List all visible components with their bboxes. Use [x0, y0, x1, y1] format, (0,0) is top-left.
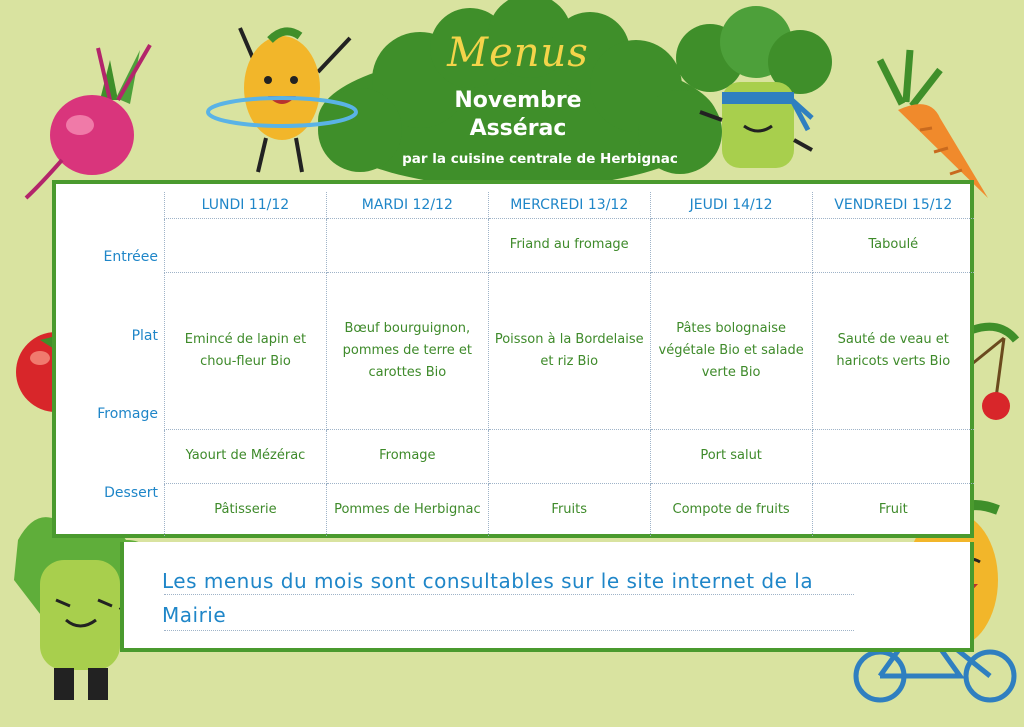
row-label-dessert: Dessert — [104, 484, 158, 501]
note-rule — [164, 594, 854, 595]
header-subtitle: par la cuisine centrale de Herbignac — [402, 151, 678, 167]
table-row — [165, 219, 975, 273]
town-title: Assérac — [469, 116, 567, 141]
beet-icon — [26, 45, 150, 198]
menu-cell — [650, 219, 812, 273]
menu-cell — [812, 429, 974, 483]
menu-cell: Port salut — [650, 429, 812, 483]
row-labels — [56, 218, 162, 532]
menu-cell: Compote de fruits — [650, 483, 812, 536]
menu-cell — [326, 219, 488, 273]
table-header-row — [165, 192, 975, 219]
menu-cell: Fromage — [326, 429, 488, 483]
menu-cell: Bœuf bourguignon, pommes de terre et carottes Bio — [326, 272, 488, 429]
menu-cell: Pâtes bolognaise végétale Bio et salade verte Bio — [650, 272, 812, 429]
menu-cell: Pommes de Herbignac — [326, 483, 488, 536]
month-title: Novembre — [454, 88, 582, 113]
menu-cell: Poisson à la Bordelaise et riz Bio — [488, 272, 650, 429]
menu-cell: Taboulé — [812, 219, 974, 273]
table-row — [165, 483, 975, 536]
row-label-plat: Plat — [131, 327, 158, 344]
row-label-entree: Entréee — [103, 249, 158, 266]
day-header: MARDI 12/12 — [326, 192, 488, 219]
menu-cell: Fruit — [812, 483, 974, 536]
day-header: LUNDI 11/12 — [165, 192, 327, 219]
menus-title: Menus — [447, 30, 589, 76]
day-header: VENDREDI 15/12 — [812, 192, 974, 219]
menu-cell: Friand au fromage — [488, 219, 650, 273]
menu-cell — [488, 429, 650, 483]
menu-table — [164, 192, 974, 536]
menu-cell: Sauté de veau et haricots verts Bio — [812, 272, 974, 429]
menu-cell: Pâtisserie — [165, 483, 327, 536]
table-row — [165, 272, 975, 429]
row-label-fromage: Fromage — [97, 406, 158, 423]
footer-note: Les menus du mois sont consultables sur le site internet de la Mairie — [162, 569, 814, 627]
footer-note-box — [120, 542, 974, 652]
table-row — [165, 429, 975, 483]
menu-cell: Fruits — [488, 483, 650, 536]
note-rule — [164, 630, 854, 631]
menu-cell — [165, 219, 327, 273]
menu-cell: Yaourt de Mézérac — [165, 429, 327, 483]
menu-card — [52, 180, 974, 538]
menu-cell: Emincé de lapin et chou-fleur Bio — [165, 272, 327, 429]
day-header: JEUDI 14/12 — [650, 192, 812, 219]
day-header: MERCREDI 13/12 — [488, 192, 650, 219]
carrot-icon — [880, 50, 988, 198]
